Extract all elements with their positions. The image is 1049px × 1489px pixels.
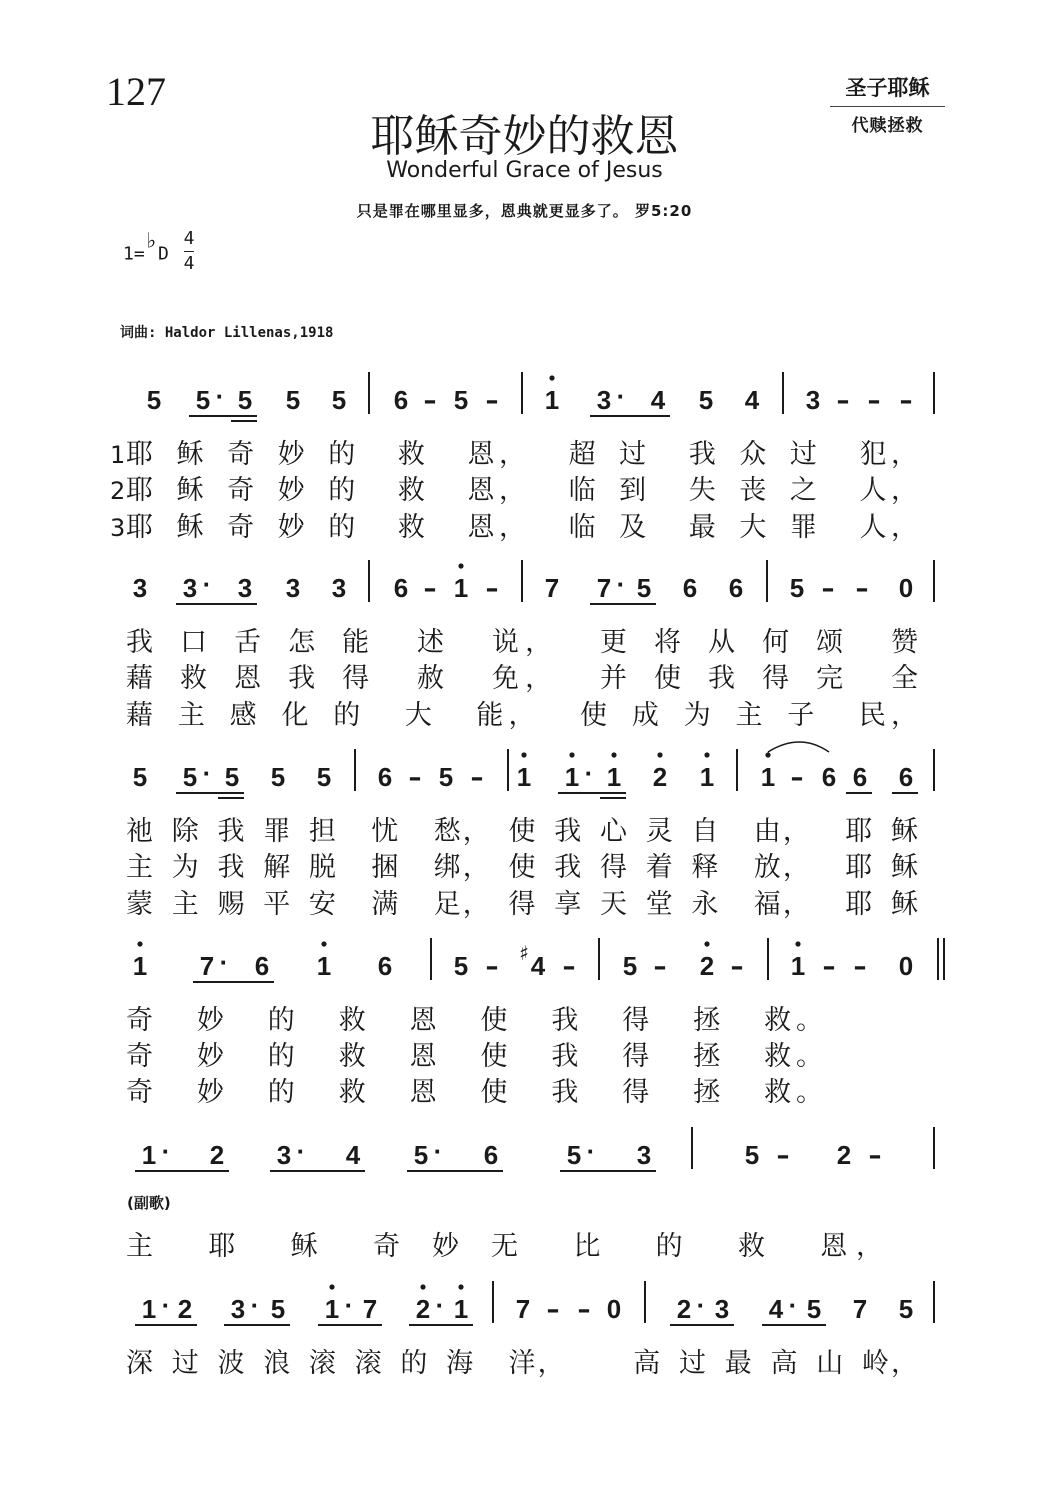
note-3-7: –	[485, 952, 499, 982]
note-5-10: –	[546, 1295, 560, 1325]
category-main: 圣子耶稣	[830, 72, 945, 107]
note-3-9: –	[562, 952, 576, 982]
note-2-14: 2	[652, 762, 668, 792]
note-3-11: 5	[622, 951, 638, 981]
note-4-6-dot: ·	[586, 1136, 596, 1166]
note-0-19: –	[867, 386, 881, 416]
note-4-10: –	[776, 1141, 790, 1171]
note-3-17: –	[822, 952, 836, 982]
note-0-1: 5	[195, 385, 211, 415]
note-2-17-octave-dot	[765, 752, 770, 757]
note-5-6-dot: ·	[435, 1290, 445, 1320]
note-2-17: 1	[760, 762, 776, 792]
note-4-11: 2	[836, 1140, 852, 1170]
note-2-19: 6	[821, 762, 837, 792]
hymn-subtitle: Wonderful Grace of Jesus	[386, 158, 663, 183]
note-1-8-octave-dot	[458, 563, 463, 568]
note-3-16-octave-dot	[795, 941, 800, 946]
note-5-0: 1	[141, 1294, 157, 1324]
note-4-0: 1	[141, 1140, 157, 1170]
note-1-1: 3	[182, 573, 198, 603]
note-2-18: –	[790, 763, 804, 793]
note-2-12: 1	[564, 762, 580, 792]
note-2-8: 5	[438, 762, 454, 792]
note-4-4-dot: ·	[433, 1136, 443, 1166]
note-3-1-dot: ·	[219, 947, 229, 977]
note-0-8: 5	[453, 385, 469, 415]
note-3-13-octave-dot	[704, 941, 709, 946]
flat-icon: ♭	[144, 228, 158, 254]
note-4-12: –	[868, 1141, 882, 1171]
note-2-3: 5	[270, 762, 286, 792]
lyric-line-0-2: 耶 稣 奇 妙 的 救 恩， 临 及 最 大 罪 人，	[126, 512, 921, 543]
note-2-12-octave-dot	[569, 752, 574, 757]
lyric-line-4-0: 主 耶 稣 奇 妙 无 比 的 救 恩，	[126, 1231, 886, 1262]
note-2-0: 5	[132, 762, 148, 792]
verse-number: 2	[110, 477, 126, 505]
lyric-line-1-0: 我 口 舌 怎 能 述 说， 更 将 从 何 颂 赞	[126, 627, 921, 658]
note-1-15: 6	[728, 573, 744, 603]
note-0-6: 6	[393, 385, 409, 415]
note-5-7: 1	[453, 1294, 469, 1324]
note-1-0: 3	[132, 573, 148, 603]
note-2-9: –	[470, 763, 484, 793]
note-2-15-octave-dot	[704, 752, 709, 757]
note-2-14-octave-dot	[657, 752, 662, 757]
lyric-line-1-2: 藉 主 感 化 的 大 能， 使 成 为 主 子 民，	[126, 700, 921, 731]
scripture-verse: 只是罪在哪里显多，恩典就更显多了。 罗5:20	[356, 202, 693, 220]
note-5-9: 7	[515, 1294, 531, 1324]
note-0-2: 5	[237, 385, 253, 415]
note-1-1-dot: ·	[202, 569, 212, 599]
note-0-3: 5	[285, 385, 301, 415]
note-5-2-dot: ·	[250, 1290, 260, 1320]
note-0-1-dot: ·	[215, 381, 225, 411]
note-5-0-dot: ·	[161, 1290, 171, 1320]
note-0-13: 4	[650, 385, 666, 415]
note-1-7: –	[423, 574, 437, 604]
tie	[768, 742, 829, 752]
lyric-line-2-2: 蒙 主 赐 平 安 满 足， 得 享 天 堂 永 福， 耶 稣	[126, 889, 921, 920]
note-5-11: –	[577, 1295, 591, 1325]
note-0-17: 3	[805, 385, 821, 415]
note-1-8: 1	[453, 573, 469, 603]
note-5-17: 5	[806, 1294, 822, 1324]
note-3-3: 1	[316, 951, 332, 981]
note-3-18: –	[853, 952, 867, 982]
note-5-14: 2	[676, 1294, 692, 1324]
note-1-2: 3	[237, 573, 253, 603]
note-4-6: 5	[566, 1140, 582, 1170]
note-2-13: 1	[606, 762, 622, 792]
note-1-12: 7	[596, 573, 612, 603]
note-4-7: 3	[636, 1140, 652, 1170]
note-2-1: 5	[182, 762, 198, 792]
note-5-4: 1	[324, 1294, 340, 1324]
note-3-3-octave-dot	[321, 941, 326, 946]
note-1-6: 6	[393, 573, 409, 603]
credit-line: 词曲: Haldor Lillenas,1918	[120, 325, 334, 341]
note-3-1: 7	[199, 951, 215, 981]
note-5-6: 2	[415, 1294, 431, 1324]
note-3-19: 0	[898, 951, 914, 981]
lyric-line-3-1: 奇 妙 的 救 恩 使 我 得 拯 救。	[126, 1041, 826, 1072]
note-1-13: 5	[636, 573, 652, 603]
note-4-3: 4	[345, 1140, 361, 1170]
note-4-0-dot: ·	[161, 1136, 171, 1166]
note-1-14: 6	[682, 573, 698, 603]
note-3-16: 1	[790, 951, 806, 981]
key-note: D	[157, 243, 169, 265]
note-1-4: 3	[331, 573, 347, 603]
note-1-11: 7	[544, 573, 560, 603]
lyric-line-3-2: 奇 妙 的 救 恩 使 我 得 拯 救。	[126, 1077, 826, 1108]
note-2-4: 5	[316, 762, 332, 792]
lyric-line-0-0: 耶 稣 奇 妙 的 救 恩， 超 过 我 众 过 犯，	[126, 439, 921, 470]
lyric-line-3-0: 奇 妙 的 救 恩 使 我 得 拯 救。	[126, 1005, 826, 1036]
note-3-13: 2	[699, 951, 715, 981]
note-0-18: –	[836, 386, 850, 416]
hymn-title: 耶稣奇妙的救恩	[370, 111, 679, 162]
note-0-20: –	[899, 386, 913, 416]
note-4-2-dot: ·	[296, 1136, 306, 1166]
key-prefix: 1=	[123, 243, 145, 265]
note-5-14-dot: ·	[696, 1290, 706, 1320]
lyric-line-0-1: 耶 稣 奇 妙 的 救 恩， 临 到 失 丧 之 人，	[126, 475, 921, 506]
note-0-9: –	[485, 386, 499, 416]
note-1-9: –	[485, 574, 499, 604]
note-5-15: 3	[714, 1294, 730, 1324]
chorus-label: (副歌)	[127, 1194, 171, 1212]
note-2-12-dot: ·	[584, 758, 594, 788]
note-0-12-dot: ·	[616, 381, 626, 411]
note-1-20: 0	[898, 573, 914, 603]
note-5-7-octave-dot	[458, 1284, 463, 1289]
note-2-2: 5	[224, 762, 240, 792]
verse-number: 3	[110, 514, 126, 542]
note-4-5: 6	[483, 1140, 499, 1170]
sharp-icon: ♯	[519, 941, 529, 965]
note-1-3: 3	[285, 573, 301, 603]
note-3-8: 4	[530, 951, 546, 981]
note-3-12: –	[653, 952, 667, 982]
note-1-17: 5	[789, 573, 805, 603]
note-5-4-dot: ·	[344, 1290, 354, 1320]
note-5-1: 2	[177, 1294, 193, 1324]
note-3-0: 1	[132, 951, 148, 981]
lyric-line-2-0: 祂 除 我 罪 担 忧 愁， 使 我 心 灵 自 由， 耶 稣	[126, 816, 921, 847]
note-1-19: –	[855, 574, 869, 604]
note-0-15: 4	[744, 385, 760, 415]
note-4-9: 5	[744, 1140, 760, 1170]
note-1-12-dot: ·	[616, 569, 626, 599]
lyric-line-5-0: 深 过 波 浪 滚 滚 的 海 洋， 高 过 最 高 山 岭，	[126, 1348, 921, 1379]
note-2-6: 6	[377, 762, 393, 792]
note-0-0: 5	[146, 385, 162, 415]
note-5-18: 7	[852, 1294, 868, 1324]
note-3-0-octave-dot	[137, 941, 142, 946]
note-4-2: 3	[276, 1140, 292, 1170]
note-2-13-octave-dot	[611, 752, 616, 757]
note-4-4: 5	[413, 1140, 429, 1170]
time-bottom: 4	[183, 253, 195, 274]
lyric-line-2-1: 主 为 我 解 脱 捆 绑， 使 我 得 着 释 放， 耶 稣	[126, 852, 921, 883]
category-sub: 代赎拯救	[851, 116, 924, 136]
note-0-11: 1	[544, 385, 560, 415]
note-0-14: 5	[698, 385, 714, 415]
note-5-12: 0	[606, 1294, 622, 1324]
note-2-15: 1	[699, 762, 715, 792]
time-top: 4	[184, 227, 195, 252]
note-2-7: –	[408, 763, 422, 793]
note-5-4-octave-dot	[329, 1284, 334, 1289]
note-2-11: 1	[516, 762, 532, 792]
note-4-1: 2	[209, 1140, 225, 1170]
note-5-16: 4	[768, 1294, 784, 1324]
note-5-6-octave-dot	[420, 1284, 425, 1289]
note-3-14: –	[730, 952, 744, 982]
note-3-6: 5	[453, 951, 469, 981]
note-5-19: 5	[898, 1294, 914, 1324]
note-2-20: 6	[852, 762, 868, 792]
note-2-11-octave-dot	[521, 752, 526, 757]
note-3-2: 6	[254, 951, 270, 981]
note-5-16-dot: ·	[788, 1290, 798, 1320]
note-3-4: 6	[377, 951, 393, 981]
note-0-4: 5	[331, 385, 347, 415]
note-0-7: –	[423, 386, 437, 416]
lyric-line-1-1: 藉 救 恩 我 得 赦 免， 并 使 我 得 完 全	[126, 663, 921, 694]
note-0-12: 3	[596, 385, 612, 415]
note-2-21: 6	[898, 762, 914, 792]
note-1-18: –	[821, 574, 835, 604]
note-2-1-dot: ·	[202, 758, 212, 788]
note-5-3: 5	[270, 1294, 286, 1324]
verse-number: 1	[110, 441, 126, 469]
hymn-number: 127	[106, 69, 166, 114]
note-0-11-octave-dot	[549, 375, 554, 380]
note-5-5: 7	[362, 1294, 378, 1324]
note-5-2: 3	[230, 1294, 246, 1324]
